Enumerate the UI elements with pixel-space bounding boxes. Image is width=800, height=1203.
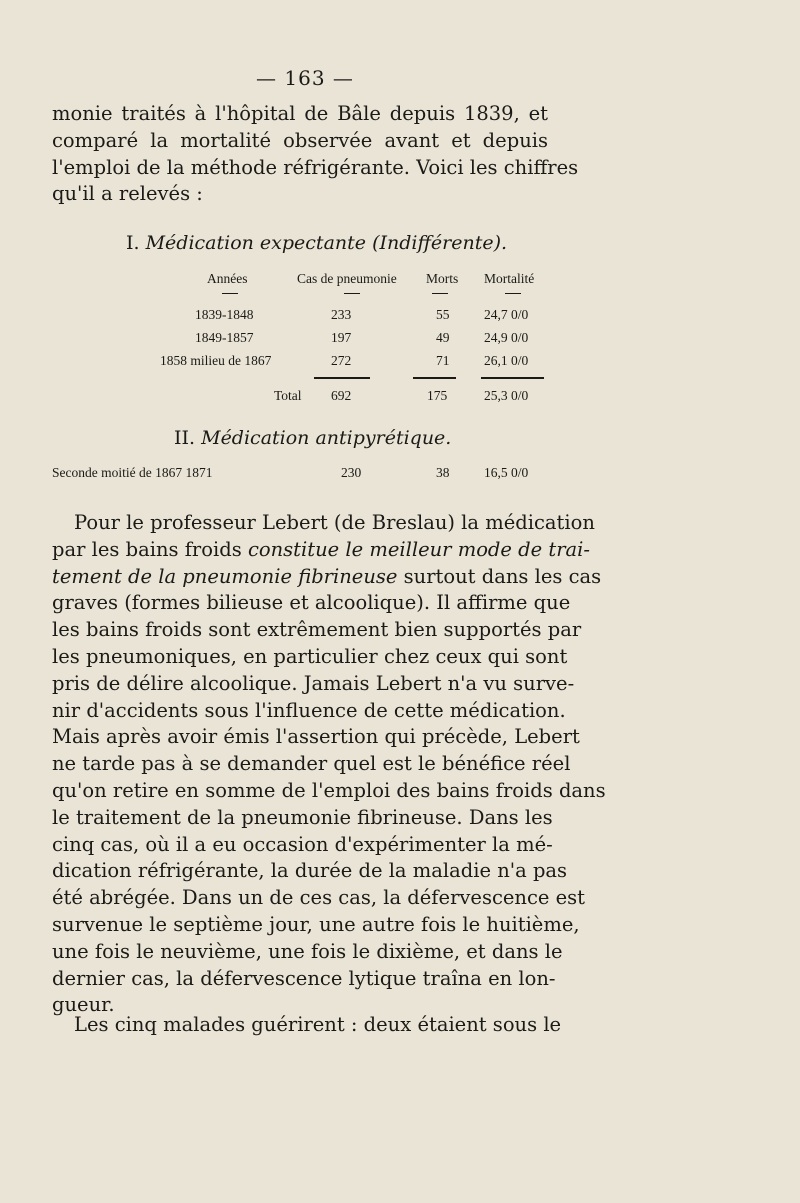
text-line: Mais après avoir émis l'assertion qui précède, Lebert <box>52 725 580 749</box>
text-line: été abrégée. Dans un de ces cas, la défervescence est <box>52 886 586 910</box>
cell-rate: 16,5 0/0 <box>484 465 529 480</box>
text-line: Les cinq malades guérirent : deux étaient sous le <box>74 1013 562 1036</box>
cell-deaths: 55 <box>436 307 450 322</box>
text-line: qu'on retire en somme de l'emploi des bains froids dans <box>52 778 606 802</box>
section-number: II. <box>174 427 196 449</box>
cell-cases: 233 <box>331 307 352 322</box>
cell-total-rate: 25,3 0/0 <box>484 388 529 403</box>
paragraph-closing <box>52 1012 562 1039</box>
text-line: par les bains froids constitue le meilleur mode de trai- <box>52 537 590 561</box>
section-number: I. <box>126 232 140 254</box>
text-line: qu'il a relevés : <box>52 182 203 206</box>
text-line: comparé la mortalité observée avant et depuis <box>52 128 548 152</box>
cell-total-deaths: 175 <box>427 388 448 403</box>
text-line: une fois le neuvième, une fois le dixième, et dans le <box>52 939 563 963</box>
cell-rate: 24,9 0/0 <box>484 330 529 345</box>
text-line: gueur. <box>52 993 115 1017</box>
cell-cases: 197 <box>331 330 352 345</box>
cell-deaths: 49 <box>436 330 450 345</box>
cell-period: Seconde moitié de 1867 1871 <box>52 465 213 480</box>
cell-total-label: Total <box>274 388 302 403</box>
section-title: Médication expectante <box>145 232 367 254</box>
cell-rate: 26,1 0/0 <box>484 353 529 368</box>
text-line: le traitement de la pneumonie fibrineuse. Dans les <box>52 805 553 829</box>
text-line: Pour le professeur Lebert (de Breslau) la médication <box>74 511 595 534</box>
cell-cases: 272 <box>331 353 352 368</box>
text-line: nir d'accidents sous l'influence de cette médication. <box>52 698 566 722</box>
text-line: pris de délire alcoolique. Jamais Lebert n'a vu surve- <box>52 671 575 695</box>
section-title: Médication antipyrétique. <box>201 427 452 449</box>
text-line: tement de la pneumonie fibrineuse surtout dans les cas <box>52 564 602 588</box>
header-annees: Années <box>207 271 248 286</box>
cell-deaths: 71 <box>436 353 450 368</box>
text-line: graves (formes bilieuse et alcoolique). Il affirme que <box>52 591 571 615</box>
cell-cases: 230 <box>341 465 362 480</box>
text-line: survenue le septième jour, une autre fois le huitième, <box>52 912 580 936</box>
antipyretic-row <box>0 0 800 500</box>
paragraph-lebert <box>52 510 606 1019</box>
text-line: l'emploi de la méthode réfrigérante. Voici les chiffres <box>52 155 579 179</box>
page-number: — 163 — <box>256 66 354 90</box>
header-mortalite: Mortalité <box>484 271 535 286</box>
cell-year: 1839-1848 <box>195 307 254 322</box>
cell-rate: 24,7 0/0 <box>484 307 529 322</box>
text-line: dication réfrigérante, la durée de la maladie n'a pas <box>52 859 568 883</box>
header-morts: Morts <box>426 271 459 286</box>
text-line: cinq cas, où il a eu occasion d'expérimenter la mé- <box>52 832 553 856</box>
text-line: dernier cas, la défervescence lytique traîna en lon- <box>52 966 556 990</box>
cell-year: 1858 milieu de 1867 <box>160 353 272 368</box>
cell-total-cases: 692 <box>331 388 352 403</box>
text-line: les bains froids sont extrêmement bien supportés par <box>52 618 582 642</box>
section-subtitle: (Indifférente). <box>372 232 508 254</box>
cell-year: 1849-1857 <box>195 330 254 345</box>
text-line: les pneumoniques, en particulier chez ceux qui sont <box>52 644 568 668</box>
header-cas: Cas de pneumonie <box>297 271 397 286</box>
cell-deaths: 38 <box>436 465 450 480</box>
text-line: ne tarde pas à se demander quel est le bénéfice réel <box>52 752 571 776</box>
text-line: monie traités à l'hôpital de Bâle depuis 1839, et <box>52 102 548 125</box>
